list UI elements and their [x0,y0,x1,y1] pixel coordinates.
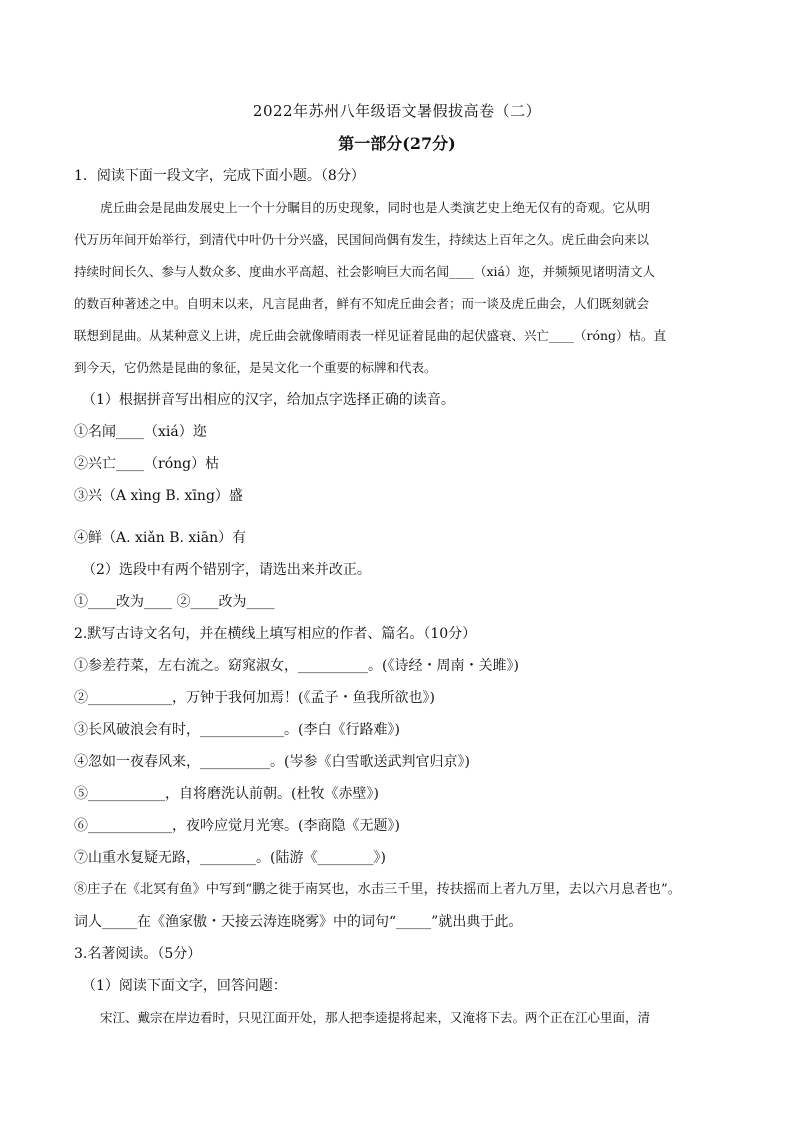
q2-item: ⑥____________，夜吟应觉月光寒。(李商隐《无题》) [74,818,400,834]
q2-item: ⑧庄子在《北冥有鱼》中写到“鹏之徙于南冥也，水击三千里，抟扶摇而上者九万里，去以六月息者也”。 [74,882,681,897]
q3-stem: 3.名著阅读。（5分） [74,946,202,962]
q2-item: ⑦山重水复疑无路，________。(陆游《________》) [74,850,386,866]
q2-item: ⑤___________，自将磨洗认前朝。(杜牧《赤壁》) [74,786,379,802]
q2-stem: 2.默写古诗文名句，并在横线上填写相应的作者、篇名。（10分） [74,626,477,642]
q2-item: ④忽如一夜春风来，__________。(岑参《白雪歌送武判官归京》) [74,754,470,770]
q2-item: 词人_____在《渔家傲・天接云涛连晓雾》中的词句“_____”就出典于此。 [74,914,523,930]
q3-passage-line: 宋江、戴宗在岸边看时，只见江面开处，那人把李逵提将起来，又淹将下去。两个正在江心里面，清 [100,1010,651,1025]
q1-item: ②兴亡____（róng）枯 [74,456,220,472]
q3-sub1: （1）阅读下面文字，回答问题： [82,978,287,994]
q2-item: ③长风破浪会有时，____________。(李白《行路难》) [74,722,400,738]
q1-stem: 1．阅读下面一段文字，完成下面小题。（8分） [74,168,365,184]
q1-item: ④鲜（A. xiǎn B. xiān）有 [74,530,247,546]
q1-passage-line: 代万历年间开始举行，到清代中叶仍十分兴盛，民国间尚偶有发生，持续达上百年之久。虎丘曲会向来以 [74,232,650,247]
q1-passage-line: 持续时间长久、参与人数众多、度曲水平高超、社会影响巨大而名闻____（xiá）迩，并频频见诸明清文人 [74,264,656,279]
q1-sub2: （2）选段中有两个错别字，请选出来并改正。 [82,562,371,578]
part-title: 第一部分(27分) [338,134,456,153]
q2-item: ②____________，万钟于我何加焉！(《孟子・鱼我所欲也》) [74,690,435,706]
q1-passage-line: 虎丘曲会是昆曲发展史上一个十分瞩目的历史现象，同时也是人类演艺史上绝无仅有的奇观。它从明 [100,200,651,215]
q1-passage-line: 的数百种著述之中。自明末以来，凡言昆曲者，鲜有不知虎丘曲会者；而一谈及虎丘曲会，人们既刻就会 [74,296,650,311]
exam-title: 2022年苏州八年级语文暑假拔高卷（二） [252,102,542,120]
q1-sub1: （1）根据拼音写出相应的汉字，给加点字选择正确的读音。 [82,392,455,408]
q1-item: ③兴（A xìng B. xīng）盛 [74,488,243,504]
q1-item: ①名闻____（xiá）迩 [74,424,207,440]
q1-sub2-answer: ①____改为____ ②____改为____ [74,594,275,610]
q1-passage-line: 到今天，它仍然是昆曲的象征，是吴文化一个重要的标牌和代表。 [74,360,437,375]
q2-item: ①参差荇菜，左右流之。窈窕淑女，__________。(《诗经・周南・关雎》) [74,658,519,674]
q1-passage-line: 联想到昆曲。从某种意义上讲，虎丘曲会就像晴雨表一样见证着昆曲的起伏盛衰、兴亡____（róng）枯。直 [74,328,667,343]
